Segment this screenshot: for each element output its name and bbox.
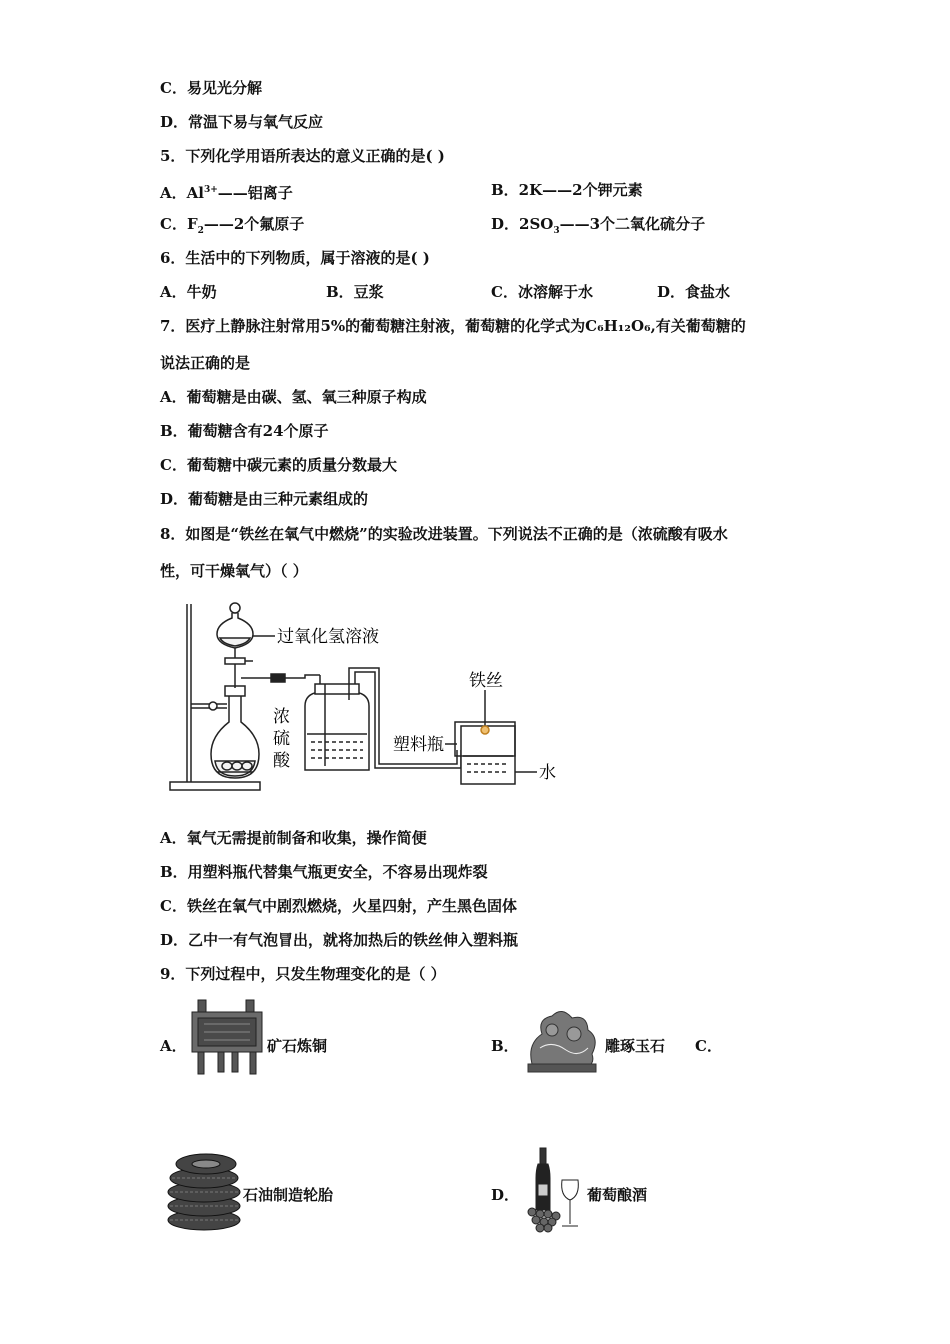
q7-option-c: C．葡萄糖中碳元素的质量分数最大 [160, 456, 397, 474]
q9-option-d-text: 葡萄酿酒 [587, 1186, 648, 1204]
bronze-ding-image [188, 998, 266, 1078]
jade-carving-image [522, 1004, 602, 1074]
q8-option-d: D．乙中一有气泡冒出，就将加热后的铁丝伸入塑料瓶 [160, 931, 519, 949]
q9-option-d-letter: D． [491, 1186, 520, 1204]
q5-option-d: D．$2SO_3——3$个二氧化硫分子 [491, 215, 706, 236]
q5-option-c: C．$F_2——2$个氟原子 [160, 215, 305, 236]
q4-option-c: C．易见光分解 [160, 79, 262, 97]
label-h2o2: 过氧化氢溶液 [277, 627, 379, 647]
q9-option-b-text: 雕琢玉石 [605, 1037, 666, 1055]
label-acid-2: 硫 [273, 729, 290, 749]
q9-option-c-text: 石油制造轮胎 [243, 1186, 334, 1204]
q9-option-b-letter: B． [491, 1037, 519, 1055]
q6-stem: 6．生活中的下列物质，属于溶液的是( ) [160, 249, 430, 267]
label-acid-1: 浓 [273, 707, 290, 727]
label-acid-3: 酸 [273, 751, 290, 771]
separatory-funnel [230, 603, 240, 613]
stand-base [170, 782, 260, 790]
q6-option-c: C．冰溶解于水 [491, 283, 593, 301]
q7-stem-line1: 7．医疗上静脉注射常用5%的葡萄糖注射液，葡萄糖的化学式为C₆H₁₂O₆,有关葡萄糖的 [160, 317, 746, 335]
q4-option-d: D．常温下易与氧气反应 [160, 113, 324, 131]
q8-apparatus-diagram [165, 596, 565, 798]
q5-stem: 5．下列化学用语所表达的意义正确的是( ) [160, 147, 445, 165]
q6-option-b: B．豆浆 [326, 283, 384, 301]
q8-stem-line1: 8．如图是“铁丝在氧气中燃烧”的实验改进装置。下列说法不正确的是（浓硫酸有吸水 [160, 525, 728, 543]
q6-option-a: A．牛奶 [160, 283, 217, 301]
tire-stack-image [164, 1150, 242, 1232]
q7-option-a: A．葡萄糖是由碳、氢、氧三种原子构成 [160, 388, 427, 406]
q9-option-c-letter: C． [695, 1037, 722, 1055]
q5-option-b: B．2K——2个钾元素 [491, 181, 643, 199]
q9-option-a-letter: A． [160, 1037, 187, 1055]
q9-option-a-text: 矿石炼铜 [267, 1037, 328, 1055]
q7-stem-line2: 说法正确的是 [160, 354, 251, 372]
water-trough [461, 726, 515, 784]
q8-option-c: C．铁丝在氧气中剧烈燃烧，火星四射，产生黑色固体 [160, 897, 517, 915]
q8-stem-line2: 性，可干燥氧气）（ ） [160, 562, 308, 580]
q9-stem: 9．下列过程中，只发生物理变化的是（ ） [160, 965, 446, 983]
q5-option-a: A．$Al^{3+}——$铝离子 [160, 184, 293, 202]
label-plastic-bottle: 塑料瓶 [393, 735, 444, 755]
q6-option-d: D．食盐水 [657, 283, 731, 301]
q8-option-b: B．用塑料瓶代替集气瓶更安全，不容易出现炸裂 [160, 863, 488, 881]
wine-image [522, 1146, 584, 1234]
q7-option-d: D．葡萄糖是由三种元素组成的 [160, 490, 369, 508]
q7-option-b: B．葡萄糖含有24个原子 [160, 422, 329, 440]
q8-option-a: A．氧气无需提前制备和收集，操作简便 [160, 829, 427, 847]
label-water: 水 [539, 763, 556, 783]
label-iron: 铁丝 [469, 671, 503, 691]
